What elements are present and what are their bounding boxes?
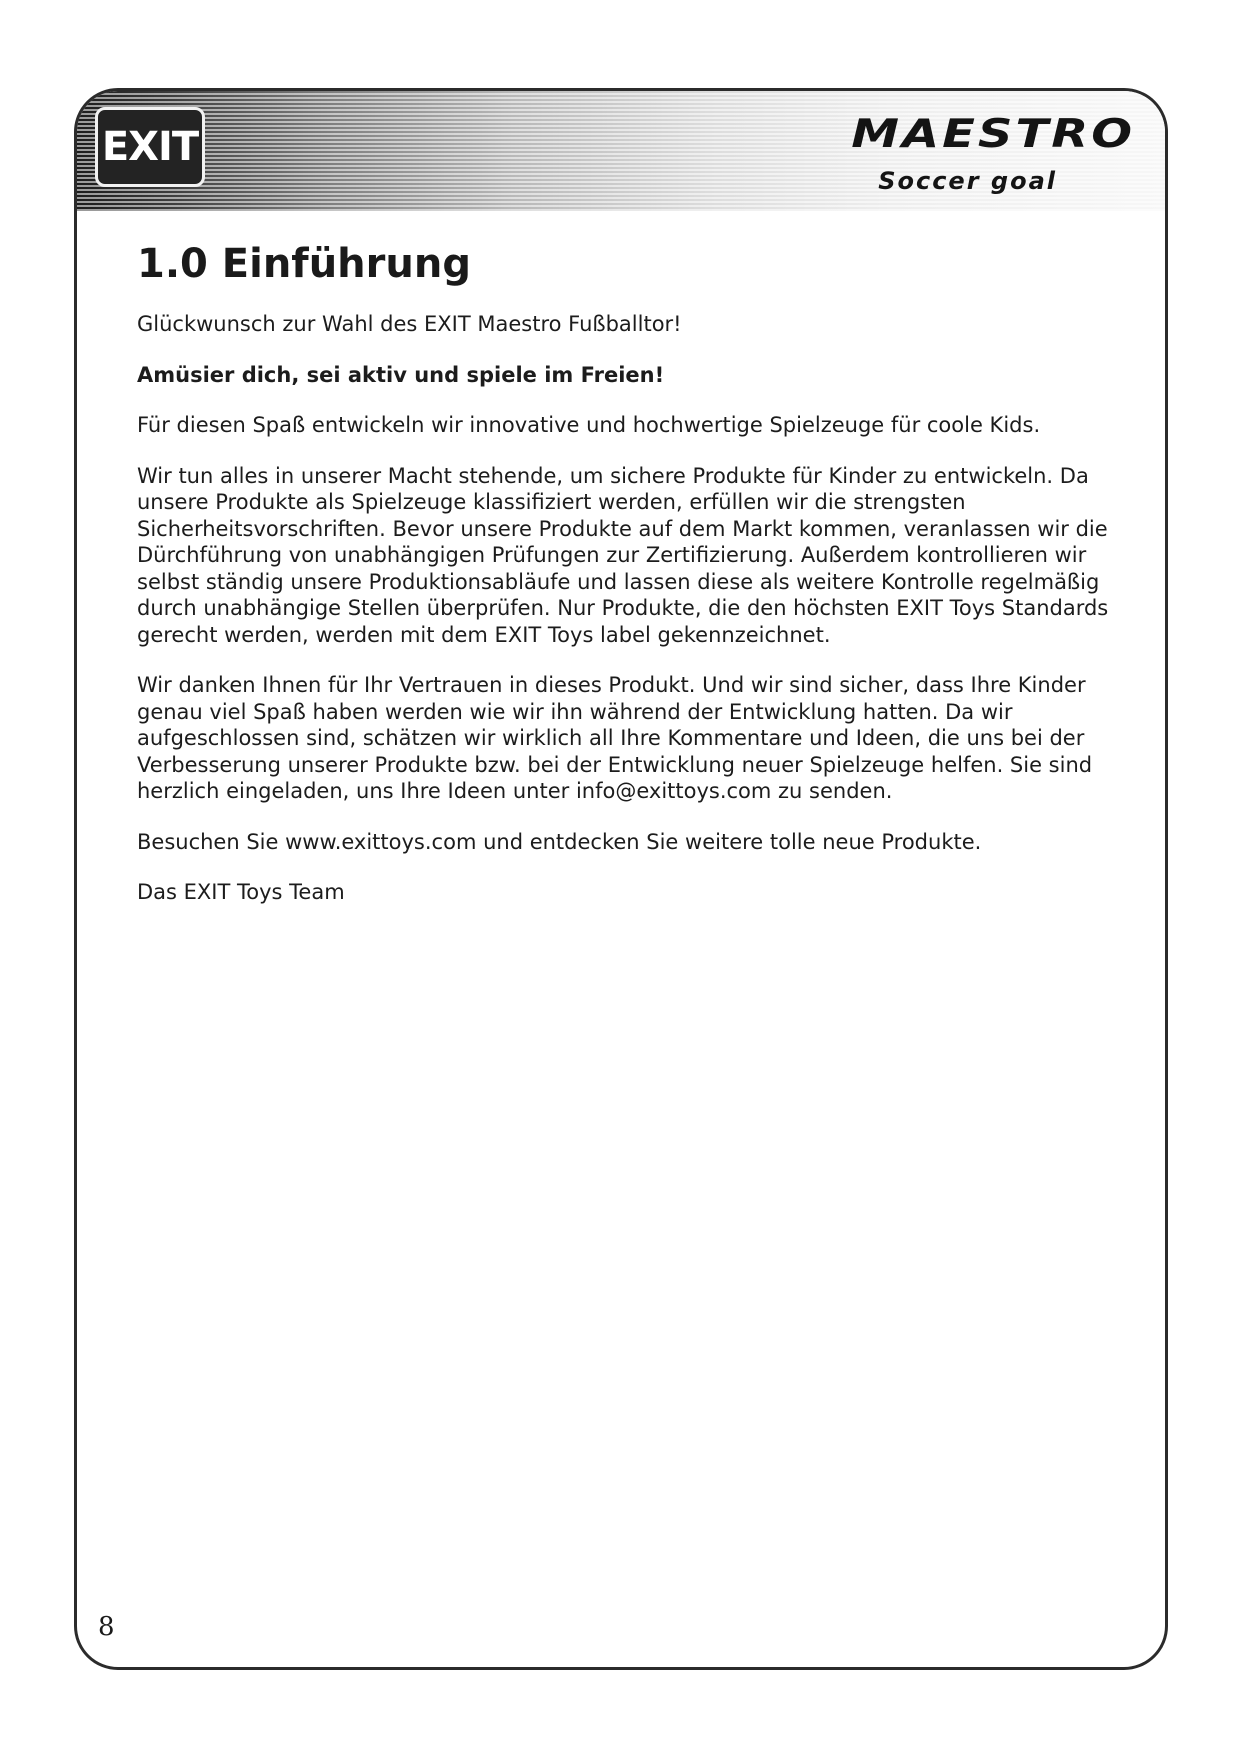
section-title: 1.0 Einführung — [137, 241, 471, 287]
paragraph-thanks: Wir danken Ihnen für Ihr Vertrauen in dieses Produkt. Und wir sind sicher, dass Ihre Kinder genau viel Spaß haben werden wie wir ihn während der Entwicklung hatten. Da wir aufgeschlossen sind, schätzen wir wirklich all Ihre Kommentare und Ideen, die uns bei der Verbesserung unserer Produkte bzw. bei der Entwicklung neuer Spielzeuge helfen. Sie sind herzlich eingeladen, uns Ihre Ideen unter info@exittoys.com zu senden. — [137, 673, 1093, 803]
paragraph-mission: Für diesen Spaß entwickeln wir innovative und hochwertige Spielzeuge für coole Kids. — [137, 413, 1041, 437]
paragraph-slogan: Amüsier dich, sei aktiv und spiele im Freien! — [137, 362, 665, 387]
exit-logo-text: EXIT — [101, 124, 199, 170]
brand-subtitle: Soccer goal — [878, 167, 1057, 195]
page-frame — [74, 88, 1168, 1670]
content-area — [137, 241, 1112, 930]
paragraph-signature: Das EXIT Toys Team — [137, 880, 345, 904]
header-banner — [77, 91, 1165, 211]
exit-logo — [95, 107, 205, 187]
paragraph-greeting: Glückwunsch zur Wahl des EXIT Maestro Fußballtor! — [137, 312, 682, 336]
paragraph-safety: Wir tun alles in unserer Macht stehende, um sichere Produkte für Kinder zu entwickeln. Da unsere Produkte als Spielzeuge klassifiziert werden, erfüllen wir die strengsten Sicherheitsvorschriften. Bevor unsere Produkte auf dem Markt kommen, veranlassen wir die Dürchführung von unabhängigen Prüfungen zur Zertifizierung. Außerdem kontrollieren wir selbst ständig unsere Produktionsabläufe und lassen diese als weitere Kontrolle regelmäßig durch unabhängige Stellen überprüfen. Nur Produkte, die den höchsten EXIT Toys Standards gerecht werden, werden mit dem EXIT Toys label gekennzeichnet. — [137, 463, 1109, 647]
paragraph-website: Besuchen Sie www.exittoys.com und entdecken Sie weitere tolle neue Produkte. — [137, 829, 982, 854]
brand-title: MAESTRO — [851, 111, 1135, 157]
page-number: 8 — [98, 1612, 115, 1642]
